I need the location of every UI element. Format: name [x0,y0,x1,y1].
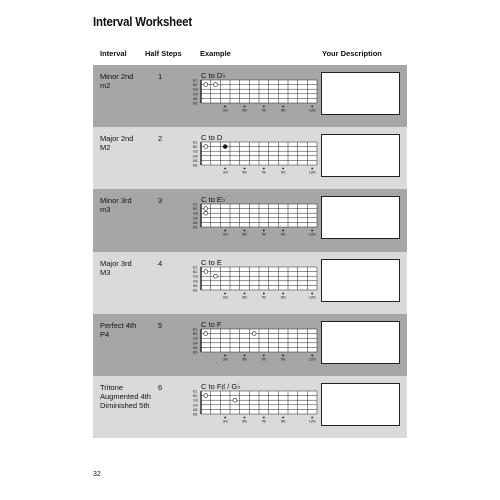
string-label: D4 [193,92,198,97]
description-box[interactable] [321,196,400,239]
fret-marker-dot [282,354,284,356]
fret-marker-dot [282,417,284,419]
string-label: A5 [193,283,198,288]
fret-marker-label: 5th [242,295,247,300]
string-label: A5 [193,159,198,164]
fret-marker-label: 7th [261,419,267,424]
string-label: B2 [193,145,198,150]
fret-marker-label: 12th [308,108,316,113]
string-label: B2 [193,394,198,399]
interval-name-line: Minor 2nd [100,72,134,81]
string-label: A5 [193,96,198,101]
example-label: C to D [201,133,223,143]
interval-abbreviation: Diminished 5th [100,400,150,410]
interval-abbreviation: m3 [100,205,111,215]
interval-name [100,196,132,214]
fretboard-diagram [193,140,319,185]
example-label: C to F [201,319,222,329]
fret-marker-dot [244,292,246,294]
string-label: D4 [193,341,198,346]
interval-name [100,321,136,339]
fret-marker-dot [311,292,313,294]
fretboard-diagram [193,327,319,372]
fret-marker-label: 9th [280,108,286,113]
interval-name [100,134,133,152]
fret-marker-label: 9th [280,170,286,175]
example-label: C to E [201,257,222,267]
string-label: E6 [193,225,198,230]
header-your-description: Your Description [322,49,382,58]
fret-marker-label: 5th [242,357,247,362]
string-label: G3 [193,398,198,403]
half-steps-value: 4 [158,258,163,268]
fret-marker-dot [224,168,226,170]
string-label: B2 [193,269,198,274]
fret-marker-dot [263,417,265,419]
string-label: G3 [193,336,198,341]
fret-marker-dot [311,417,313,419]
string-label: G3 [193,212,198,217]
string-label: B2 [193,83,198,88]
fret-marker-dot [263,106,265,108]
string-label: E1 [193,78,198,83]
fret-marker-dot [244,354,246,356]
interval-row [93,189,407,251]
interval-name-line: Major 3rd [100,258,132,268]
fret-marker-dot [224,354,226,356]
note-marker [252,331,256,335]
interval-row [93,65,407,127]
example-label: C to F♯ / G♭ [201,381,241,391]
string-label: E6 [193,101,198,106]
string-label: D4 [193,403,198,408]
fret-marker-label: 3rd [222,108,228,113]
fret-marker-label: 7th [261,357,267,362]
string-label: E1 [193,327,198,332]
interval-abbreviation: P4 [100,329,110,339]
header-example: Example [200,49,231,58]
fret-marker-dot [263,230,265,232]
fret-marker-dot [263,354,265,356]
half-steps-value: 3 [158,196,163,206]
fret-marker-label: 12th [308,357,316,362]
string-label: E1 [193,140,198,145]
string-label: D4 [193,216,198,221]
fret-marker-label: 12th [308,232,316,237]
fret-marker-dot [311,168,313,170]
interval-abbreviation: Augmented 4th [100,391,151,401]
string-label: G3 [193,149,198,154]
interval-abbreviation: M3 [100,267,111,277]
fret-marker-dot [311,106,313,108]
string-label: G3 [193,87,198,92]
fret-marker-dot [282,292,284,294]
string-label: A5 [193,345,198,350]
fret-marker-dot [224,230,226,232]
interval-abbreviation: m2 [100,81,111,90]
half-steps-value: 1 [158,72,163,81]
fret-marker-dot [224,292,226,294]
fret-marker-label: 7th [261,232,267,237]
interval-name-line: Perfect 4th [100,320,137,330]
fret-marker-dot [263,168,265,170]
fretboard-diagram [193,202,319,247]
note-marker [204,212,208,216]
interval-name-line: Tritone [100,382,124,392]
fret-marker-label: 9th [280,232,286,237]
note-marker [204,207,208,211]
fret-marker-label: 12th [308,170,316,175]
header-half-steps: Half Steps [145,49,182,58]
fret-marker-label: 5th [242,108,247,113]
interval-name [100,383,151,410]
string-label: D4 [193,154,198,159]
half-steps-value: 2 [158,134,163,144]
interval-row [93,314,407,376]
note-marker [204,269,208,273]
fret-marker-dot [311,354,313,356]
description-box[interactable] [321,134,400,177]
half-steps-value: 5 [158,320,163,330]
page-number: 32 [93,471,101,478]
string-label: E6 [193,350,198,355]
fretboard-diagram [193,389,319,434]
fret-marker-label: 3rd [222,170,228,175]
fretboard-diagram [193,265,319,310]
string-label: A5 [193,221,198,226]
note-marker [214,83,218,87]
fret-marker-label: 9th [280,419,286,424]
string-label: A5 [193,407,198,412]
fret-marker-label: 7th [261,295,267,300]
header-interval: Interval [100,49,127,58]
string-label: E1 [193,389,198,394]
fret-marker-dot [224,106,226,108]
string-label: G3 [193,274,198,279]
fret-marker-dot [244,168,246,170]
interval-table [93,65,407,438]
interval-name [100,72,133,90]
fret-marker-label: 9th [280,357,286,362]
interval-row [93,127,407,189]
fret-marker-label: 7th [261,108,267,113]
string-label: B2 [193,207,198,212]
fret-marker-label: 5th [242,170,247,175]
fret-marker-label: 12th [308,295,316,300]
fret-marker-label: 5th [242,232,247,237]
fret-marker-dot [282,230,284,232]
string-label: B2 [193,331,198,336]
fret-marker-dot [224,417,226,419]
string-label: E6 [193,288,198,293]
interval-name-line: Minor 3rd [100,196,132,206]
fret-marker-dot [244,417,246,419]
fret-marker-label: 3rd [222,357,228,362]
interval-row [93,376,407,438]
description-box[interactable] [321,383,400,426]
description-box[interactable] [321,72,400,115]
interval-name-line: Major 2nd [100,134,134,144]
description-box[interactable] [321,259,400,302]
interval-name [100,259,132,277]
fret-marker-label: 9th [280,295,286,300]
example-label: C to E♭ [201,195,226,205]
string-label: E6 [193,412,198,417]
string-label: E1 [193,202,198,207]
note-marker [204,145,208,149]
fret-marker-label: 5th [242,419,247,424]
note-marker [233,398,237,402]
fret-marker-dot [282,106,284,108]
description-box[interactable] [321,321,400,364]
fret-marker-dot [244,106,246,108]
note-marker [204,83,208,87]
fret-marker-dot [263,292,265,294]
note-marker [204,331,208,335]
fret-marker-label: 3rd [222,419,228,424]
fret-marker-label: 12th [308,419,316,424]
interval-abbreviation: M2 [100,143,111,153]
example-label: C to D♭ [201,71,226,80]
interval-row [93,252,407,314]
fret-marker-label: 3rd [222,232,228,237]
fret-marker-label: 3rd [222,295,228,300]
string-label: D4 [193,278,198,283]
note-marker [204,394,208,398]
half-steps-value: 6 [158,382,163,392]
fret-marker-label: 7th [261,170,267,175]
string-label: E1 [193,265,198,270]
fret-marker-dot [311,230,313,232]
string-label: E6 [193,163,198,168]
fret-marker-dot [282,168,284,170]
fret-marker-dot [244,230,246,232]
note-marker [223,145,227,149]
fretboard-diagram [193,78,319,123]
note-marker [214,274,218,278]
worksheet-title: Interval Worksheet [93,14,192,29]
